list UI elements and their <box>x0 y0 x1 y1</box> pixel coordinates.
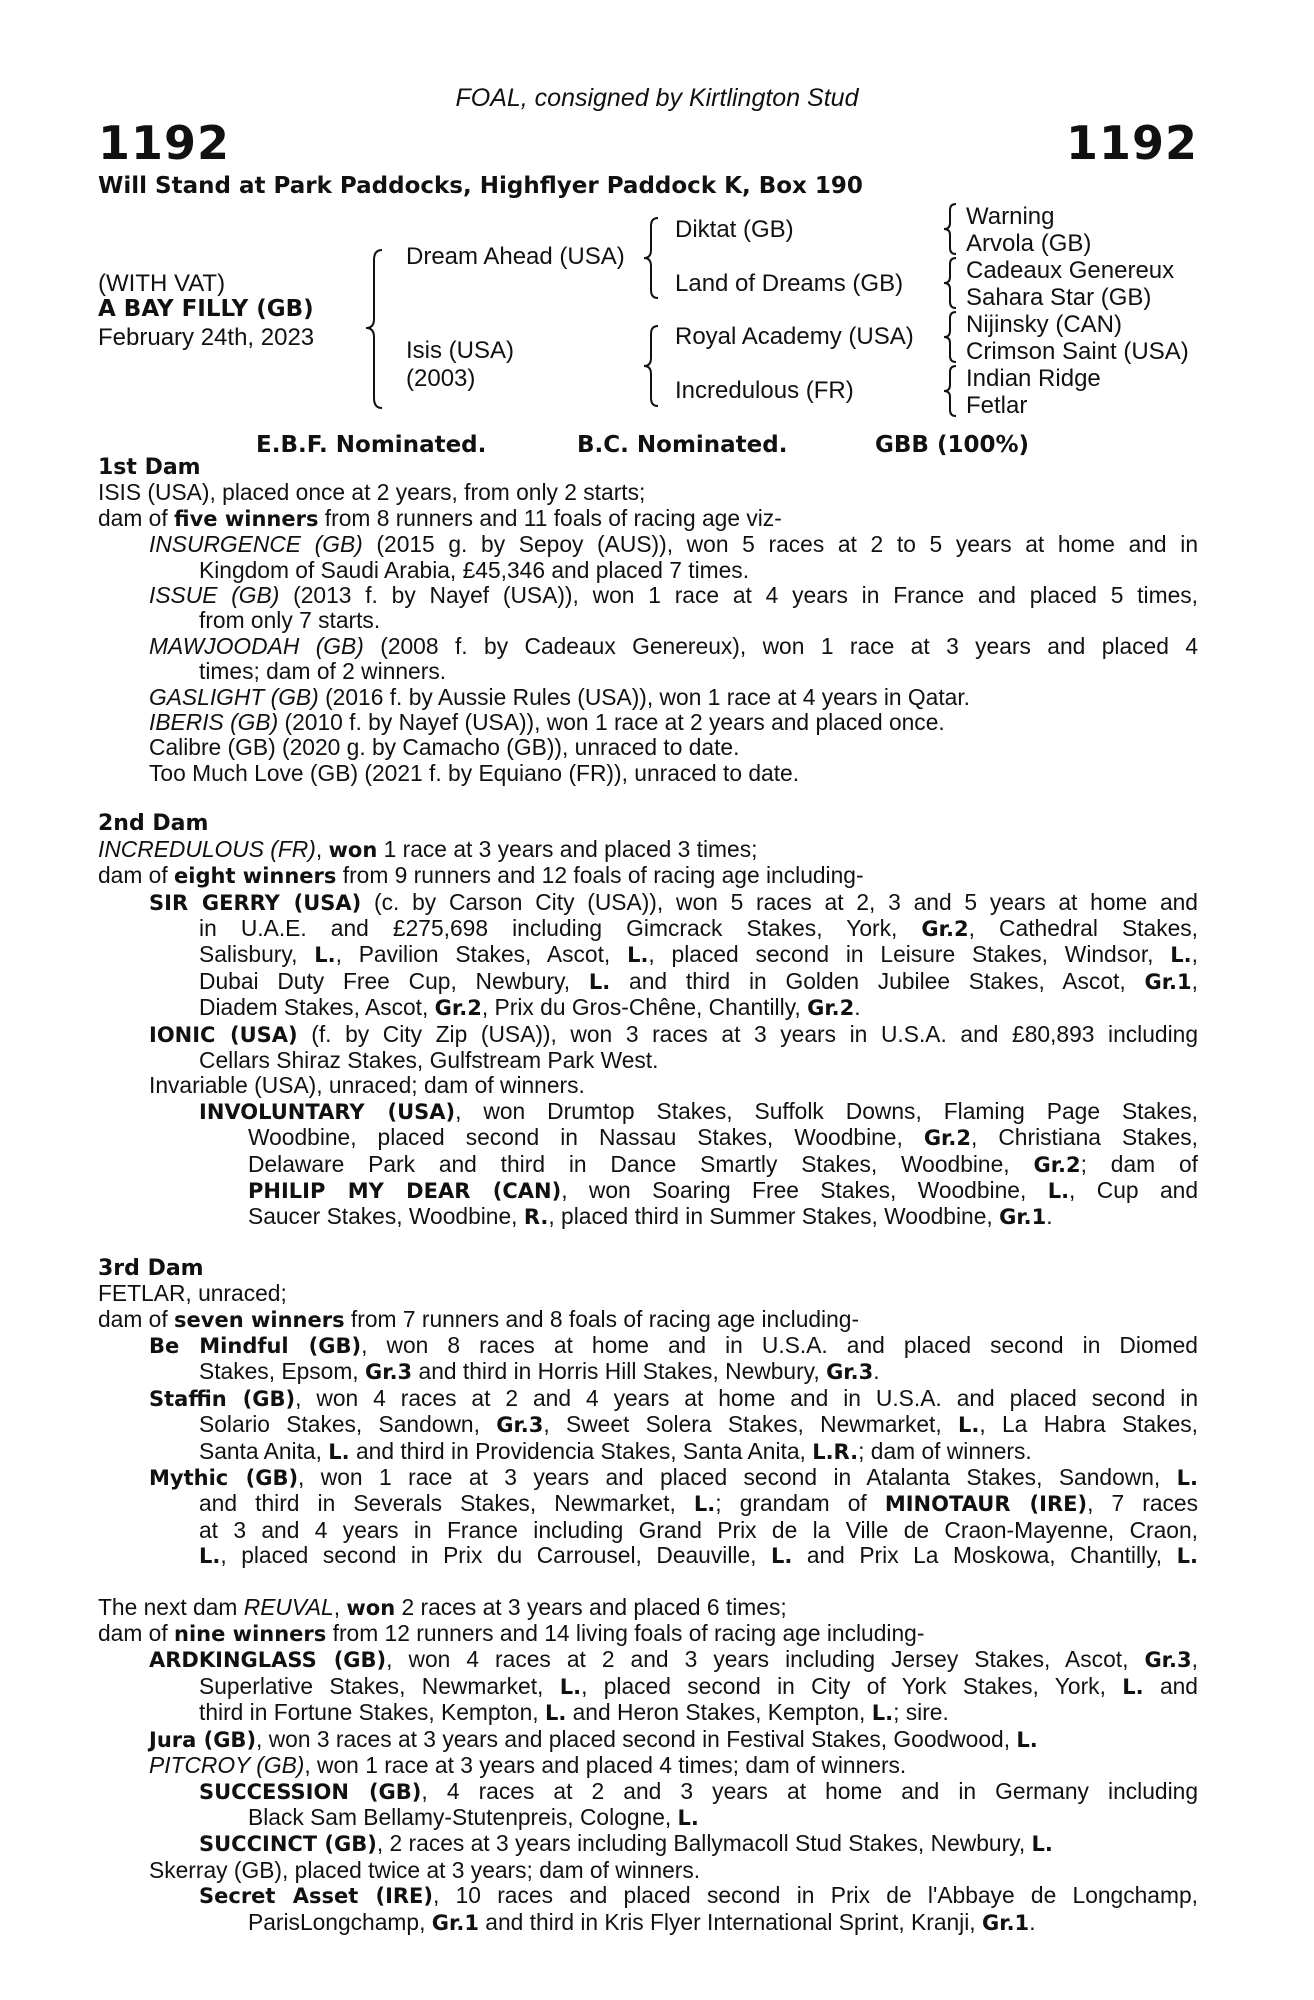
body-line: FETLAR, unraced; <box>98 1280 287 1307</box>
bold-run: won <box>346 1595 396 1620</box>
bold-run: L. <box>1176 1466 1198 1491</box>
text-run: , Pavilion Stakes, Ascot, <box>335 941 628 968</box>
text-run: . <box>854 994 861 1021</box>
bold-run: SUCCINCT (GB) <box>199 1832 377 1857</box>
great-grandsire-2: Cadeaux Genereux <box>966 257 1175 284</box>
bold-run: Gr.2 <box>923 1126 972 1151</box>
italic-run: MAWJOODAH (GB) <box>149 632 364 659</box>
bold-run: L. <box>1016 1727 1038 1752</box>
body-line <box>98 1386 1198 1412</box>
bold-run: R. <box>523 1205 549 1230</box>
text-run: (f. by City Zip (USA)), won 3 races at 3 years in U.S.A. and £80,893 including <box>297 1020 1198 1047</box>
body-line: Kingdom of Saudi Arabia, £45,346 and placed 7 times. <box>199 556 750 583</box>
body-line <box>98 1805 1198 1831</box>
dam-name: Isis (USA) <box>406 337 514 364</box>
body-line <box>98 506 1198 532</box>
dam-dam: Incredulous (FR) <box>675 377 854 404</box>
text-run: dam of <box>98 1620 175 1647</box>
body-line <box>98 1333 1198 1359</box>
text-run: Santa Anita, <box>199 1437 329 1464</box>
body-line: Invariable (USA), unraced; dam of winners. <box>149 1072 585 1099</box>
italic-run: PITCROY (GB) <box>149 1752 305 1779</box>
pedigree-brace-sire <box>640 216 666 300</box>
text-run: and third in Kris Flyer International Sprint, Kranji, <box>478 1908 982 1935</box>
text-run: . <box>1029 1908 1036 1935</box>
body-line: Cellars Shiraz Stakes, Gulfstream Park West. <box>199 1046 659 1073</box>
text-run: , <box>315 835 329 862</box>
text-run: , placed third in Summer Stakes, Woodbine, <box>548 1203 1000 1230</box>
italic-run: INSURGENCE (GB) <box>149 531 363 558</box>
bold-run: L. <box>871 1701 894 1726</box>
body-line <box>98 1465 1198 1491</box>
body-line <box>98 1204 1198 1230</box>
body-line <box>98 1543 1198 1569</box>
text-run: from 8 runners and 11 foals of racing age viz- <box>318 504 782 531</box>
vat-note: (WITH VAT) <box>98 270 226 297</box>
text-run: , Sweet Solera Stakes, Newmarket, <box>543 1411 958 1438</box>
bold-run: Gr.1 <box>431 1910 479 1935</box>
bold-run: L. <box>544 1701 567 1726</box>
stabling-location: Will Stand at Park Paddocks, Highflyer Paddock K, Box 190 <box>98 173 863 199</box>
bold-run: Gr.3 <box>364 1360 413 1385</box>
body-line <box>98 916 1198 942</box>
bold-run: L. <box>958 1413 980 1438</box>
body-line <box>98 1621 1198 1647</box>
text-run: Diadem Stakes, Ascot, <box>199 994 435 1021</box>
text-run: The next dam <box>98 1593 244 1620</box>
lot-number-left: 1192 <box>98 116 231 170</box>
body-line: Skerray (GB), placed twice at 3 years; dam of winners. <box>149 1856 701 1883</box>
body-line <box>98 1152 1198 1178</box>
italic-run: REUVAL <box>243 1593 334 1620</box>
bold-run: L. <box>199 1544 221 1569</box>
text-run: (2010 f. by Nayef (USA)), won 1 race at 2 years and placed once. <box>278 709 945 736</box>
body-line <box>98 1779 1198 1805</box>
section-heading: 3rd Dam <box>98 1255 204 1281</box>
section-gap <box>98 1231 1198 1256</box>
text-run: , won Soaring Free Stakes, Woodbine, <box>561 1176 1048 1203</box>
bold-run: seven winners <box>174 1307 345 1332</box>
text-run: dam of <box>98 862 175 889</box>
bold-run: Gr.1 <box>999 1205 1047 1230</box>
bold-run: L. <box>328 1439 350 1464</box>
bold-run: L. <box>314 943 336 968</box>
foaling-date: February 24th, 2023 <box>98 324 315 351</box>
text-run: in U.A.E. and £275,698 including Gimcrack Stakes, York, <box>199 914 922 941</box>
body-line <box>98 532 1198 557</box>
bold-run: IONIC (USA) <box>149 1022 298 1047</box>
section-gap <box>98 1570 1198 1595</box>
section-heading: 1st Dam <box>98 455 201 480</box>
text-run: , won 4 races at 2 and 3 years including Jersey Stakes, Ascot, <box>386 1646 1145 1673</box>
horse-name: A BAY FILLY (GB) <box>98 296 314 322</box>
text-run: Solario Stakes, Sandown, <box>199 1411 497 1438</box>
italic-run: ISSUE (GB) <box>149 582 280 609</box>
italic-run: INCREDULOUS (FR) <box>98 835 316 862</box>
text-run: from 12 runners and 14 living foals of racing age including- <box>326 1620 925 1647</box>
text-run: Woodbine, placed second in Nassau Stakes, Woodbine, <box>248 1124 924 1151</box>
bold-run: Gr.1 <box>981 1910 1030 1935</box>
bc-nomination: B.C. Nominated. <box>577 432 788 458</box>
body-line: Too Much Love (GB) (2021 f. by Equiano (FR)), unraced to date. <box>149 759 800 786</box>
text-run: , 7 races <box>1087 1490 1199 1517</box>
text-run: , 10 races and placed second in Prix de l'Abbaye de Longchamp, <box>433 1882 1198 1909</box>
text-run: and <box>1143 1672 1198 1699</box>
bold-run: L. <box>1122 1674 1144 1699</box>
consignor-line: FOAL, consigned by Kirtlington Stud <box>455 84 859 112</box>
text-run: , Prix du Gros-Chêne, Chantilly, <box>481 994 808 1021</box>
pedigree-brace-g1 <box>940 202 962 256</box>
text-run: (2016 f. by Aussie Rules (USA)), won 1 race at 4 years in Qatar. <box>318 683 971 710</box>
bold-run: Mythic (GB) <box>149 1466 299 1491</box>
text-run: and third in Golden Jubilee Stakes, Ascot, <box>610 967 1145 994</box>
body-line <box>98 1125 1198 1151</box>
bold-run: Be Mindful (GB) <box>149 1334 362 1358</box>
bold-run: nine winners <box>174 1622 327 1647</box>
bold-run: L. <box>1170 943 1192 968</box>
bold-run: Secret Asset (IRE) <box>199 1884 433 1909</box>
text-run: Salisbury, <box>199 941 315 968</box>
body-line: from only 7 starts. <box>199 607 381 634</box>
bold-run: Gr.1 <box>1144 969 1192 994</box>
body-line <box>98 1595 1198 1621</box>
text-run: , Cathedral Stakes, <box>968 914 1199 941</box>
text-run: third in Fortune Stakes, Kempton, <box>199 1699 545 1726</box>
section-heading: 2nd Dam <box>98 811 209 837</box>
text-run: Superlative Stakes, Newmarket, <box>199 1672 560 1699</box>
body-line <box>98 969 1198 995</box>
text-run: ; dam of <box>1080 1150 1198 1177</box>
text-run: , won Drumtop Stakes, Suffolk Downs, Flaming Page Stakes, <box>455 1097 1198 1124</box>
text-run: , won 1 race at 3 years and placed 4 times; dam of winners. <box>304 1752 907 1779</box>
section-gap <box>98 786 1198 811</box>
italic-run: IBERIS (GB) <box>149 709 279 736</box>
bold-run: eight winners <box>174 864 337 889</box>
text-run: , Christiana Stakes, <box>971 1124 1198 1151</box>
text-run: ; sire. <box>893 1699 949 1726</box>
body-line: at 3 and 4 years in France including Grand Prix de la Ville de Craon-Mayenne, Craon, <box>199 1516 1198 1543</box>
text-run: (2013 f. by Nayef (USA)), won 1 race at 4 years in France and placed 5 times, <box>279 582 1198 609</box>
body-line <box>98 995 1198 1021</box>
bold-run: Gr.3 <box>826 1360 874 1385</box>
body-line <box>98 1359 1198 1385</box>
body-line <box>98 863 1198 889</box>
great-grandsire-4: Indian Ridge <box>966 365 1101 392</box>
text-run: , won 4 races at 2 and 4 years at home and in U.S.A. and placed second in <box>295 1384 1198 1411</box>
body-line <box>98 710 1198 735</box>
bold-run: Jura (GB) <box>149 1727 257 1752</box>
body-line <box>98 1883 1198 1909</box>
body-line <box>98 1412 1198 1438</box>
bold-run: won <box>328 837 378 862</box>
pedigree-brace-g2 <box>940 256 962 310</box>
body-line: times; dam of 2 winners. <box>199 658 447 685</box>
bold-run: L. <box>559 1674 582 1699</box>
great-granddam-4: Fetlar <box>966 392 1028 419</box>
body-line <box>98 1307 1198 1333</box>
bold-run: L. <box>770 1544 793 1569</box>
body-line <box>98 1099 1198 1125</box>
body-line <box>98 1910 1198 1936</box>
text-run: . <box>1046 1203 1053 1230</box>
great-grandsire-1: Warning <box>966 203 1055 230</box>
text-run: , <box>1191 1646 1198 1673</box>
body-line <box>98 1647 1198 1673</box>
text-run: from 9 runners and 12 foals of racing age including- <box>336 862 864 889</box>
bold-run: SUCCESSION (GB) <box>199 1779 422 1804</box>
text-run: Black Sam Bellamy-Stutenpreis, Cologne, <box>248 1803 678 1830</box>
bold-run: L.R. <box>812 1439 859 1464</box>
text-run: and Heron Stakes, Kempton, <box>566 1699 872 1726</box>
text-run: and Prix La Moskowa, Chantilly, <box>792 1542 1177 1569</box>
bold-run: L. <box>1031 1832 1053 1857</box>
text-run: . <box>873 1358 880 1385</box>
text-run: , Cup and <box>1069 1176 1198 1203</box>
gbb-status: GBB (100%) <box>875 432 1030 458</box>
body-line <box>98 1439 1198 1465</box>
text-run: , placed second in Leisure Stakes, Windsor, <box>648 941 1171 968</box>
text-run: ; dam of winners. <box>858 1437 1032 1464</box>
body-line <box>98 1700 1198 1726</box>
text-run: , La Habra Stakes, <box>979 1411 1198 1438</box>
great-granddam-1: Arvola (GB) <box>966 230 1092 257</box>
text-run: and third in Providencia Stakes, Santa Anita, <box>349 1437 813 1464</box>
body-line <box>98 634 1198 659</box>
pedigree-brace-dam <box>640 324 666 408</box>
bold-run: PHILIP MY DEAR (CAN) <box>248 1178 562 1203</box>
bold-run: five winners <box>174 506 319 531</box>
body-line <box>98 685 1198 710</box>
text-run: dam of <box>98 1305 175 1332</box>
body-line <box>98 1831 1198 1857</box>
body-line <box>98 1178 1198 1204</box>
lot-number-right: 1192 <box>1065 116 1198 170</box>
italic-run: GASLIGHT (GB) <box>149 683 319 710</box>
bold-run: Staffin (GB) <box>149 1386 296 1411</box>
text-run: ParisLongchamp, <box>248 1908 432 1935</box>
body-line <box>98 1727 1198 1753</box>
bold-run: MINOTAUR (IRE) <box>884 1492 1088 1517</box>
text-run: , won 3 races at 3 years and placed second in Festival Stakes, Goodwood, <box>256 1725 1017 1752</box>
sire-name: Dream Ahead (USA) <box>406 243 625 270</box>
bold-run: ARDKINGLASS (GB) <box>149 1648 387 1673</box>
body-line <box>98 583 1198 608</box>
bold-run: L. <box>627 943 649 968</box>
bold-run: Gr.3 <box>1144 1648 1192 1673</box>
sire-dam: Land of Dreams (GB) <box>675 270 904 297</box>
body-line <box>98 837 1198 863</box>
bold-run: L. <box>588 969 611 994</box>
bold-run: L. <box>1047 1178 1070 1203</box>
text-run: Stakes, Epsom, <box>199 1358 365 1385</box>
text-run: Delaware Park and third in Dance Smartly Stakes, Woodbine, <box>248 1150 1034 1177</box>
page-body <box>98 455 1198 1936</box>
pedigree-brace-main <box>362 248 390 410</box>
text-run: , placed second in Prix du Carrousel, Deauville, <box>220 1542 771 1569</box>
text-run: , <box>333 1593 347 1620</box>
body-line <box>98 1491 1198 1517</box>
bold-run: L. <box>693 1492 716 1517</box>
body-line <box>98 1022 1198 1048</box>
bold-run: L. <box>1176 1544 1198 1569</box>
ebf-nomination: E.B.F. Nominated. <box>256 432 487 458</box>
bold-run: Gr.2 <box>1033 1152 1081 1177</box>
sire-sire: Diktat (GB) <box>675 216 794 243</box>
dam-year: (2003) <box>406 365 476 392</box>
bold-run: Gr.2 <box>807 996 855 1021</box>
text-run: , won 1 race at 3 years and placed second in Atalanta Stakes, Sandown, <box>298 1464 1177 1491</box>
body-line: Calibre (GB) (2020 g. by Camacho (GB)), unraced to date. <box>149 734 740 761</box>
text-run: (c. by Carson City (USA)), won 5 races at 2, 3 and 5 years at home and <box>361 888 1198 915</box>
text-run: Dubai Duty Free Cup, Newbury, <box>199 967 589 994</box>
great-granddam-2: Sahara Star (GB) <box>966 284 1152 311</box>
text-run: , won 8 races at home and in U.S.A. and placed second in Diomed <box>361 1332 1198 1358</box>
body-line: ISIS (USA), placed once at 2 years, from only 2 starts; <box>98 479 646 506</box>
text-run: Saucer Stakes, Woodbine, <box>248 1203 524 1230</box>
text-run: and third in Horris Hill Stakes, Newbury, <box>412 1358 827 1385</box>
text-run: (2008 f. by Cadeaux Genereux), won 1 race at 3 years and placed 4 <box>363 632 1198 659</box>
bold-run: L. <box>677 1805 699 1830</box>
great-granddam-3: Crimson Saint (USA) <box>966 338 1189 365</box>
text-run: 1 race at 3 years and placed 3 times; <box>377 835 758 862</box>
text-run: , <box>1191 967 1198 994</box>
text-run: ; grandam of <box>715 1490 885 1517</box>
bold-run: Gr.3 <box>496 1413 544 1438</box>
text-run: , 4 races at 2 and 3 years at home and in Germany including <box>421 1777 1198 1804</box>
text-run: from 7 runners and 8 foals of racing age including- <box>344 1305 860 1332</box>
text-run: , <box>1191 941 1198 968</box>
body-line <box>98 942 1198 968</box>
bold-run: Gr.2 <box>434 996 482 1021</box>
body-line <box>98 1753 1198 1778</box>
text-run: 2 races at 3 years and placed 6 times; <box>395 1593 787 1620</box>
text-run: dam of <box>98 504 175 531</box>
text-run: , 2 races at 3 years including Ballymacoll Stud Stakes, Newbury, <box>376 1830 1032 1857</box>
pedigree-brace-g4 <box>940 364 962 418</box>
text-run: and third in Severals Stakes, Newmarket, <box>199 1490 694 1517</box>
bold-run: Gr.2 <box>921 916 969 941</box>
body-line <box>98 1674 1198 1700</box>
great-grandsire-3: Nijinsky (CAN) <box>966 311 1122 338</box>
bold-run: SIR GERRY (USA) <box>149 890 362 915</box>
pedigree-brace-g3 <box>940 310 962 364</box>
dam-sire: Royal Academy (USA) <box>675 323 914 350</box>
text-run: , placed second in City of York Stakes, York, <box>581 1672 1123 1699</box>
body-line <box>98 890 1198 916</box>
text-run: (2015 g. by Sepoy (AUS)), won 5 races at 2 to 5 years at home and in <box>362 531 1199 558</box>
bold-run: INVOLUNTARY (USA) <box>199 1099 456 1124</box>
